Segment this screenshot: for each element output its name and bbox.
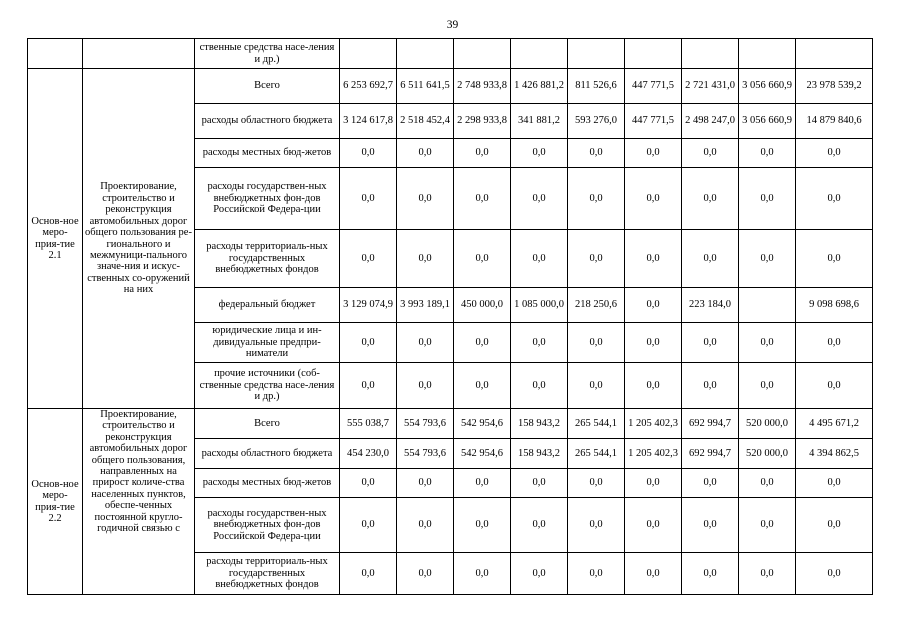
value-cell: 9 098 698,6 — [796, 288, 873, 323]
value-cell: 218 250,6 — [568, 288, 625, 323]
value-cell: 0,0 — [568, 323, 625, 363]
value-cell: 0,0 — [340, 363, 397, 409]
source-cell: расходы территориаль-ных государственных внебюджетных фондов — [195, 553, 340, 595]
value-cell: 0,0 — [796, 168, 873, 230]
value-cell — [511, 39, 568, 69]
value-cell: 0,0 — [796, 498, 873, 553]
value-cell: 0,0 — [682, 139, 739, 168]
value-cell: 265 544,1 — [568, 439, 625, 469]
source-cell: прочие источники (соб-ственные средства насе-ления и др.) — [195, 363, 340, 409]
value-cell: 0,0 — [340, 469, 397, 498]
value-cell: 593 276,0 — [568, 104, 625, 139]
value-cell: 0,0 — [625, 139, 682, 168]
value-cell: 0,0 — [454, 168, 511, 230]
value-cell: 0,0 — [454, 230, 511, 288]
value-cell: 158 943,2 — [511, 409, 568, 439]
value-cell: 0,0 — [397, 139, 454, 168]
value-cell: 0,0 — [397, 230, 454, 288]
budget-table — [27, 38, 873, 595]
value-cell: 0,0 — [454, 363, 511, 409]
value-cell: 0,0 — [397, 168, 454, 230]
source-cell: расходы государствен-ных внебюджетных фон-дов Российской Федера-ции — [195, 498, 340, 553]
source-cell: расходы государствен-ных внебюджетных фон-дов Российской Федера-ции — [195, 168, 340, 230]
name-cell: Проектирование, строительство и реконструкция автомобильных дорог общего пользования, направленных на прирост количе-ства населенных пунктов, обеспе-ченных постоянной кругло-годичной связью с — [83, 409, 195, 595]
value-cell: 223 184,0 — [682, 288, 739, 323]
value-cell: 0,0 — [682, 363, 739, 409]
value-cell: 0,0 — [682, 230, 739, 288]
value-cell: 0,0 — [454, 469, 511, 498]
value-cell: 0,0 — [796, 323, 873, 363]
value-cell: 6 253 692,7 — [340, 69, 397, 104]
value-cell: 554 793,6 — [397, 439, 454, 469]
value-cell: 0,0 — [625, 469, 682, 498]
value-cell: 0,0 — [568, 139, 625, 168]
value-cell: 450 000,0 — [454, 288, 511, 323]
value-cell: 14 879 840,6 — [796, 104, 873, 139]
value-cell: 0,0 — [568, 230, 625, 288]
value-cell — [682, 39, 739, 69]
value-cell: 0,0 — [739, 553, 796, 595]
source-cell: расходы областного бюджета — [195, 104, 340, 139]
value-cell: 0,0 — [511, 230, 568, 288]
value-cell: 0,0 — [625, 230, 682, 288]
value-cell: 0,0 — [511, 139, 568, 168]
source-cell: расходы территориаль-ных государственных внебюджетных фондов — [195, 230, 340, 288]
value-cell: 0,0 — [625, 288, 682, 323]
value-cell: 454 230,0 — [340, 439, 397, 469]
category-cell — [28, 39, 83, 69]
value-cell: 0,0 — [796, 230, 873, 288]
value-cell: 520 000,0 — [739, 409, 796, 439]
table-body — [28, 39, 873, 595]
value-cell: 0,0 — [340, 230, 397, 288]
value-cell: 0,0 — [568, 498, 625, 553]
source-cell: расходы местных бюд-жетов — [195, 469, 340, 498]
value-cell: 0,0 — [568, 168, 625, 230]
value-cell — [568, 39, 625, 69]
value-cell: 0,0 — [796, 363, 873, 409]
value-cell: 3 129 074,9 — [340, 288, 397, 323]
value-cell: 1 426 881,2 — [511, 69, 568, 104]
value-cell: 2 518 452,4 — [397, 104, 454, 139]
source-cell: расходы местных бюд-жетов — [195, 139, 340, 168]
value-cell: 1 205 402,3 — [625, 439, 682, 469]
value-cell: 811 526,6 — [568, 69, 625, 104]
value-cell: 0,0 — [511, 363, 568, 409]
value-cell: 0,0 — [625, 363, 682, 409]
value-cell: 0,0 — [340, 323, 397, 363]
value-cell: 0,0 — [568, 469, 625, 498]
value-cell: 0,0 — [682, 498, 739, 553]
value-cell: 6 511 641,5 — [397, 69, 454, 104]
value-cell: 2 748 933,8 — [454, 69, 511, 104]
value-cell: 1 205 402,3 — [625, 409, 682, 439]
value-cell: 0,0 — [625, 323, 682, 363]
value-cell: 0,0 — [397, 498, 454, 553]
name-cell — [83, 39, 195, 69]
page-number: 39 — [446, 19, 459, 31]
value-cell: 4 394 862,5 — [796, 439, 873, 469]
value-cell: 447 771,5 — [625, 69, 682, 104]
value-cell: 0,0 — [511, 498, 568, 553]
value-cell: 0,0 — [682, 469, 739, 498]
value-cell: 0,0 — [454, 498, 511, 553]
value-cell: 0,0 — [340, 498, 397, 553]
table-row — [28, 69, 873, 104]
value-cell: 0,0 — [340, 553, 397, 595]
source-cell: Всего — [195, 409, 340, 439]
value-cell: 0,0 — [511, 469, 568, 498]
value-cell: 2 298 933,8 — [454, 104, 511, 139]
value-cell: 0,0 — [454, 323, 511, 363]
value-cell: 265 544,1 — [568, 409, 625, 439]
value-cell: 542 954,6 — [454, 439, 511, 469]
value-cell: 0,0 — [454, 139, 511, 168]
value-cell — [340, 39, 397, 69]
value-cell: 542 954,6 — [454, 409, 511, 439]
value-cell: 0,0 — [682, 168, 739, 230]
value-cell: 0,0 — [397, 553, 454, 595]
value-cell: 0,0 — [682, 553, 739, 595]
source-cell: ственные средства насе-ления и др.) — [195, 39, 340, 69]
value-cell: 0,0 — [739, 498, 796, 553]
value-cell: 0,0 — [739, 139, 796, 168]
value-cell: 341 881,2 — [511, 104, 568, 139]
category-cell: Основ-ное меро-прия-тие 2.1 — [28, 69, 83, 409]
value-cell: 0,0 — [739, 230, 796, 288]
value-cell: 0,0 — [739, 363, 796, 409]
value-cell: 1 085 000,0 — [511, 288, 568, 323]
value-cell: 158 943,2 — [511, 439, 568, 469]
value-cell: 0,0 — [397, 323, 454, 363]
value-cell: 0,0 — [340, 168, 397, 230]
value-cell — [739, 39, 796, 69]
value-cell: 0,0 — [796, 553, 873, 595]
value-cell: 0,0 — [568, 363, 625, 409]
value-cell: 0,0 — [511, 168, 568, 230]
value-cell: 520 000,0 — [739, 439, 796, 469]
value-cell: 2 498 247,0 — [682, 104, 739, 139]
table-row — [28, 409, 873, 439]
value-cell: 0,0 — [511, 553, 568, 595]
source-cell: расходы областного бюджета — [195, 439, 340, 469]
value-cell: 0,0 — [397, 363, 454, 409]
value-cell: 555 038,7 — [340, 409, 397, 439]
name-cell: Проектирование, строительство и реконструкция автомобильных дорог общего пользования ре-гионального и межмуници-пального значе-ния и искус-ственных со-оружений на них — [83, 69, 195, 409]
value-cell — [796, 39, 873, 69]
value-cell — [454, 39, 511, 69]
value-cell: 0,0 — [796, 139, 873, 168]
value-cell: 23 978 539,2 — [796, 69, 873, 104]
category-cell: Основ-ное меро-прия-тие 2.2 — [28, 409, 83, 595]
value-cell: 692 994,7 — [682, 409, 739, 439]
value-cell: 0,0 — [682, 323, 739, 363]
table-row — [28, 39, 873, 69]
value-cell: 2 721 431,0 — [682, 69, 739, 104]
value-cell: 0,0 — [625, 168, 682, 230]
source-cell: Всего — [195, 69, 340, 104]
value-cell — [739, 288, 796, 323]
value-cell: 0,0 — [397, 469, 454, 498]
value-cell: 0,0 — [796, 469, 873, 498]
value-cell: 0,0 — [625, 553, 682, 595]
source-cell: юридические лица и ин-дивидуальные предпри-ниматели — [195, 323, 340, 363]
value-cell: 3 124 617,8 — [340, 104, 397, 139]
value-cell — [625, 39, 682, 69]
value-cell: 3 056 660,9 — [739, 104, 796, 139]
value-cell: 447 771,5 — [625, 104, 682, 139]
value-cell: 0,0 — [739, 469, 796, 498]
value-cell: 0,0 — [739, 168, 796, 230]
source-cell: федеральный бюджет — [195, 288, 340, 323]
value-cell: 3 993 189,1 — [397, 288, 454, 323]
value-cell: 0,0 — [568, 553, 625, 595]
value-cell: 0,0 — [739, 323, 796, 363]
value-cell: 0,0 — [454, 553, 511, 595]
value-cell: 554 793,6 — [397, 409, 454, 439]
value-cell: 0,0 — [340, 139, 397, 168]
value-cell: 692 994,7 — [682, 439, 739, 469]
value-cell: 4 495 671,2 — [796, 409, 873, 439]
value-cell: 0,0 — [511, 323, 568, 363]
value-cell — [397, 39, 454, 69]
value-cell: 0,0 — [625, 498, 682, 553]
value-cell: 3 056 660,9 — [739, 69, 796, 104]
